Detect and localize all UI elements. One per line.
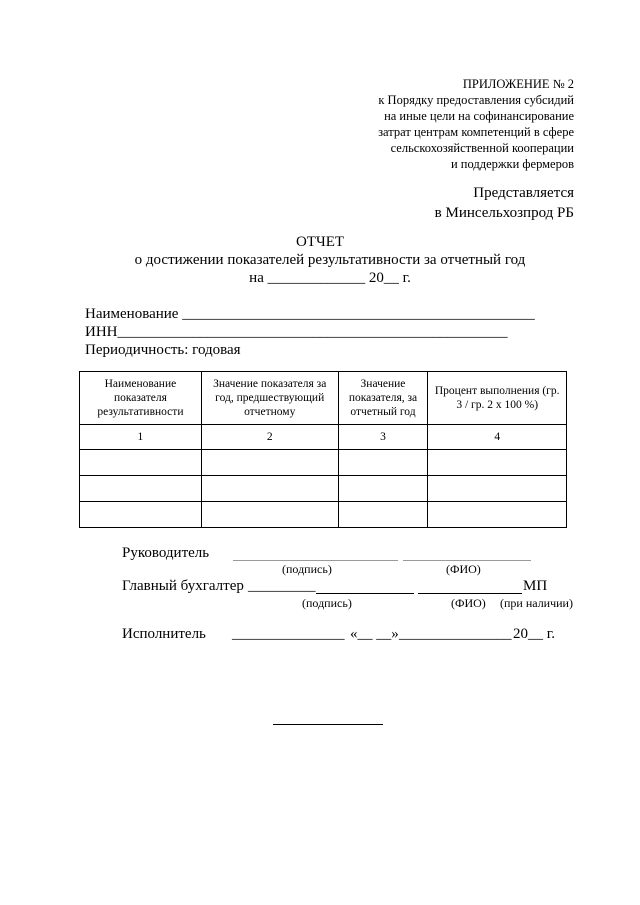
executor-blank-2: _______________	[399, 626, 512, 642]
appendix-line: ПРИЛОЖЕНИЕ № 2	[462, 77, 574, 91]
head-name-line[interactable]	[403, 560, 531, 561]
periodicity: Периодичность: годовая	[85, 342, 241, 358]
table-cell[interactable]	[428, 476, 567, 502]
table-number-row	[80, 425, 567, 450]
inn-blank: ____________________________________________________	[117, 324, 508, 340]
presented-line-1: Представляется	[473, 185, 574, 201]
results-table	[79, 371, 567, 528]
executor-date: «__ __»	[350, 626, 399, 642]
column-number: 1	[80, 425, 202, 450]
table-row	[80, 476, 567, 502]
appendix-line: затрат центрам компетенций в сфере	[378, 125, 574, 139]
accountant-name-caption: (ФИО)	[451, 596, 486, 610]
accountant-note: (при наличии)	[500, 596, 573, 610]
column-header: Значение показателя, за отчетный год	[338, 372, 428, 425]
accountant-name-line[interactable]	[418, 593, 522, 594]
executor-blank-1: _______________	[232, 626, 345, 642]
column-number: 2	[201, 425, 338, 450]
report-heading	[0, 233, 640, 287]
table-cell[interactable]	[338, 502, 428, 528]
presented-to	[274, 183, 574, 223]
inn-label: ИНН	[85, 324, 118, 340]
head-label: Руководитель	[122, 545, 210, 561]
column-header: Значение показателя за год, предшествующий отчетному	[201, 372, 338, 425]
table-cell[interactable]	[428, 450, 567, 476]
organization-fields	[85, 305, 535, 359]
table-cell[interactable]	[338, 450, 428, 476]
table-cell[interactable]	[338, 476, 428, 502]
accountant-signature-line[interactable]	[316, 593, 414, 594]
report-period	[0, 269, 640, 287]
footer-line	[273, 724, 383, 725]
accountant-blank: _________	[248, 578, 316, 594]
report-title: ОТЧЕТ	[295, 234, 345, 250]
column-number: 3	[338, 425, 428, 450]
presented-line-2: в Минсельхозпрод РБ	[434, 205, 574, 221]
head-name-caption: (ФИО)	[446, 562, 481, 576]
period-year: 20__ г.	[368, 270, 411, 286]
report-subtitle: о достижении показателей результативности за отчетный год	[134, 252, 526, 268]
name-label: Наименование	[85, 306, 179, 322]
appendix-line: к Порядку предоставления субсидий	[378, 93, 574, 107]
executor-year: 20__ г.	[513, 626, 555, 642]
head-signature-line[interactable]	[233, 560, 398, 561]
table-cell[interactable]	[201, 476, 338, 502]
table-cell[interactable]	[201, 502, 338, 528]
column-header: Процент выполнения (гр. 3 / гр. 2 x 100 %)	[428, 372, 567, 425]
column-number: 4	[428, 425, 567, 450]
table-cell[interactable]	[428, 502, 567, 528]
period-blank: _____________	[267, 270, 366, 286]
period-prefix: на	[249, 270, 264, 286]
table-cell[interactable]	[80, 476, 202, 502]
accountant-label: Главный бухгалтер	[122, 578, 244, 594]
table-row	[80, 450, 567, 476]
table-cell[interactable]	[201, 450, 338, 476]
accountant-mp: МП	[523, 578, 548, 594]
appendix-line: на иные цели на софинансирование	[384, 109, 574, 123]
appendix-line: сельскохозяйственной кооперации	[390, 141, 574, 155]
table-row	[80, 502, 567, 528]
name-field	[85, 305, 535, 323]
appendix-header	[254, 76, 574, 172]
inn-field	[85, 323, 535, 341]
column-header: Наименование показателя результативности	[80, 372, 202, 425]
name-blank: _______________________________________________	[182, 306, 535, 322]
head-sign-caption: (подпись)	[282, 562, 332, 576]
table-cell[interactable]	[80, 450, 202, 476]
appendix-line: и поддержки фермеров	[450, 157, 574, 171]
executor-label: Исполнитель	[122, 626, 206, 642]
table-header-row	[80, 372, 567, 425]
accountant-sign-caption: (подпись)	[302, 596, 352, 610]
table-cell[interactable]	[80, 502, 202, 528]
